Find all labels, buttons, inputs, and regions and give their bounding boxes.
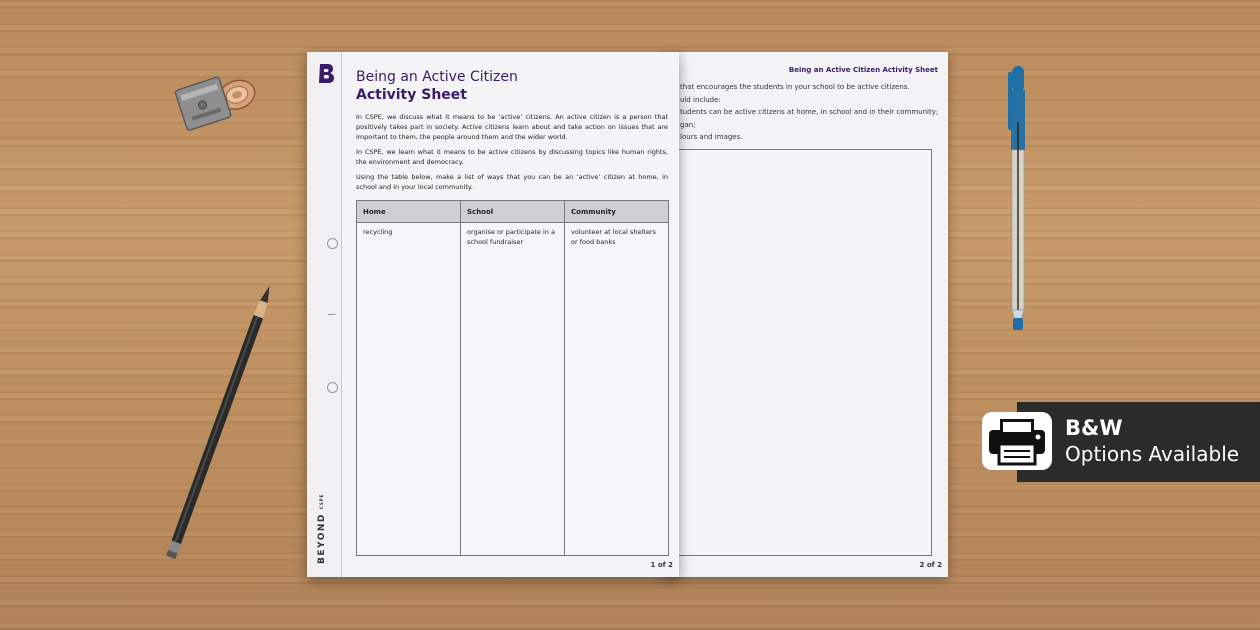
activity-sheet-page-1 <box>307 52 679 577</box>
instructions-text <box>680 81 942 144</box>
poster-drawing-box <box>678 149 932 556</box>
instruction-line: tudents can be active citizens at home, in school and in their community; <box>680 108 939 116</box>
page-number: 1 of 2 <box>650 561 673 569</box>
pencil <box>150 275 290 570</box>
beyond-logo-icon <box>317 62 335 84</box>
instruction-line: gan; <box>680 120 696 129</box>
table-header-row <box>357 201 669 223</box>
column-header-community: Community <box>565 201 669 223</box>
cell-school: organise or participate in a school fundraiser <box>461 223 565 556</box>
ballpoint-pen <box>1000 62 1036 337</box>
paragraph: Using the table below, make a list of ways that you can be an ‘active’ citizen at home, in school and in your local community. <box>356 173 668 191</box>
cell-community: volunteer at local shelters or food banks <box>565 223 669 556</box>
paragraph: In CSPE, we discuss what it means to be ‘active’ citizens. An active citizen is a person that positively takes part in society. Active citizens learn about and take action on issues that are important to them, the people around them and the wider world. <box>356 113 668 141</box>
activity-table <box>356 200 669 556</box>
badge-subtitle: Options Available <box>1065 442 1240 466</box>
page-number: 2 of 2 <box>919 561 942 569</box>
badge-title: B&W <box>1065 416 1123 440</box>
punch-hole <box>327 238 338 249</box>
fold-mark <box>328 314 335 315</box>
table-row <box>357 223 669 556</box>
instruction-line: uld include: <box>680 95 721 104</box>
sheet-title: Being an Active Citizen <box>356 69 518 85</box>
printer-icon <box>980 410 1054 472</box>
brand-text: BEYONDCSPE <box>317 493 327 564</box>
pencil-sharpener <box>163 53 272 148</box>
instruction-line: that encourages the students in your school to be active citizens. <box>680 83 910 91</box>
instruction-line: lours and images. <box>680 133 743 141</box>
sheet-subtitle: Activity Sheet <box>356 87 467 103</box>
column-header-school: School <box>461 201 565 223</box>
column-header-home: Home <box>357 201 461 223</box>
binding-strip <box>307 52 342 577</box>
activity-sheet-page-2 <box>664 52 948 577</box>
intro-text <box>356 112 668 197</box>
punch-hole <box>327 382 338 393</box>
paragraph: In CSPE, we learn what it means to be active citizens by discussing topics like human rights, the environment and democracy. <box>356 148 668 166</box>
cell-home: recycling <box>357 223 461 556</box>
page-header: Being an Active Citizen Activity Sheet <box>788 66 938 74</box>
